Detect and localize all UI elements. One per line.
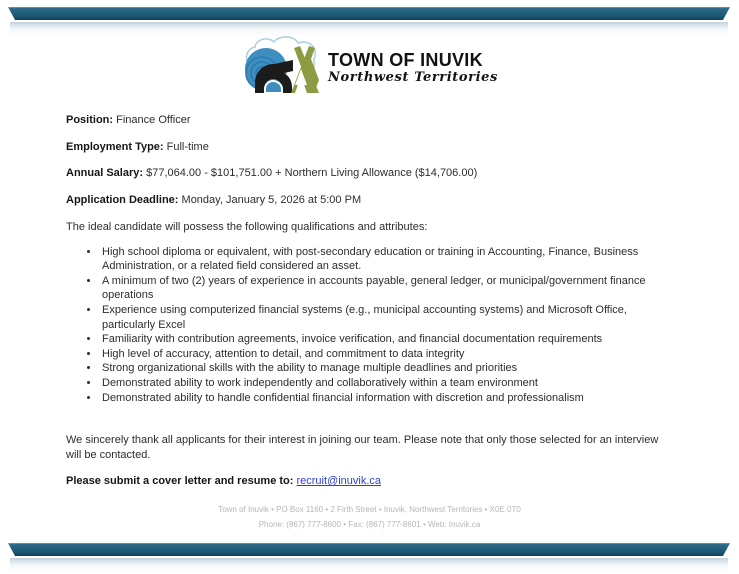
field-position-label: Position: [66,114,114,126]
list-item: • Strong organizational skills with the ability to manage multiple deadlines and priorities [100,361,674,376]
list-item: • High school diploma or equivalent, with post-secondary education or training in Accounting, Finance, Business Administration, or a related field considered an asset. [100,245,674,274]
recruit-email-link[interactable]: recruit@inuvik.ca [296,475,382,488]
top-border-bar [8,7,730,20]
list-item: • A minimum of two (2) years of experience in accounts payable, general ledger, or municipal/government finance operations [100,274,674,303]
footer-contact-line: Phone: (867) 777-8600 • Fax: (867) 777-8601 • Web: Inuvik.ca [258,520,481,529]
field-position-value: Finance Officer [116,114,191,126]
field-application-deadline-value: Monday, January 5, 2026 at 5:00 PM [181,193,362,206]
bottom-border-shadow [10,558,728,573]
posting-body [66,114,674,488]
field-application-deadline [66,194,674,207]
list-item: • Experience using computerized financial systems (e.g., municipal accounting systems) and Microsoft Office, particularly Excel [100,303,674,332]
field-position [66,114,674,127]
town-of-inuvik-logo [0,35,739,101]
page-footer [0,502,739,532]
qualifications-list [66,245,674,406]
list-item: • Demonstrated ability to handle confidential financial information with discretion and professionalism [100,391,674,406]
list-item: • Familiarity with contribution agreements, invoice verification, and financial documentation requirements [100,332,674,347]
bottom-border-bar [8,543,730,556]
field-employment-type [66,141,674,154]
field-annual-salary-value: $77,064.00 - $101,751.00 + Northern Living Allowance ($14,706.00) [146,167,478,179]
submit-label: Please submit a cover letter and resume to: [66,475,294,488]
town-logo-icon [241,36,321,100]
logo-title: TOWN OF INUVIK [328,50,483,70]
field-annual-salary [66,167,674,180]
logo-subtitle: Northwest Territories [328,70,498,85]
submit-instruction [66,475,674,488]
list-item: • High level of accuracy, attention to detail, and commitment to data integrity [100,347,674,362]
field-employment-type-value: Full-time [166,140,209,153]
field-application-deadline-label: Application Deadline: [66,193,179,206]
field-employment-type-label: Employment Type: [66,140,164,153]
qualifications-intro: The ideal candidate will possess the following qualifications and attributes: [66,221,428,233]
footer-address-line: Town of Inuvik • PO Box 1160 • 2 Firth Street • Inuvik, Northwest Territories • X0E 0T0 [218,505,521,514]
list-item: • Demonstrated ability to work independently and collaboratively within a team environment [100,376,674,391]
field-annual-salary-label: Annual Salary: [66,167,144,179]
closing-note: We sincerely thank all applicants for their interest in joining our team. Please note that only those selected for an interview will be contacted. [66,434,659,461]
logo-text [328,51,498,85]
